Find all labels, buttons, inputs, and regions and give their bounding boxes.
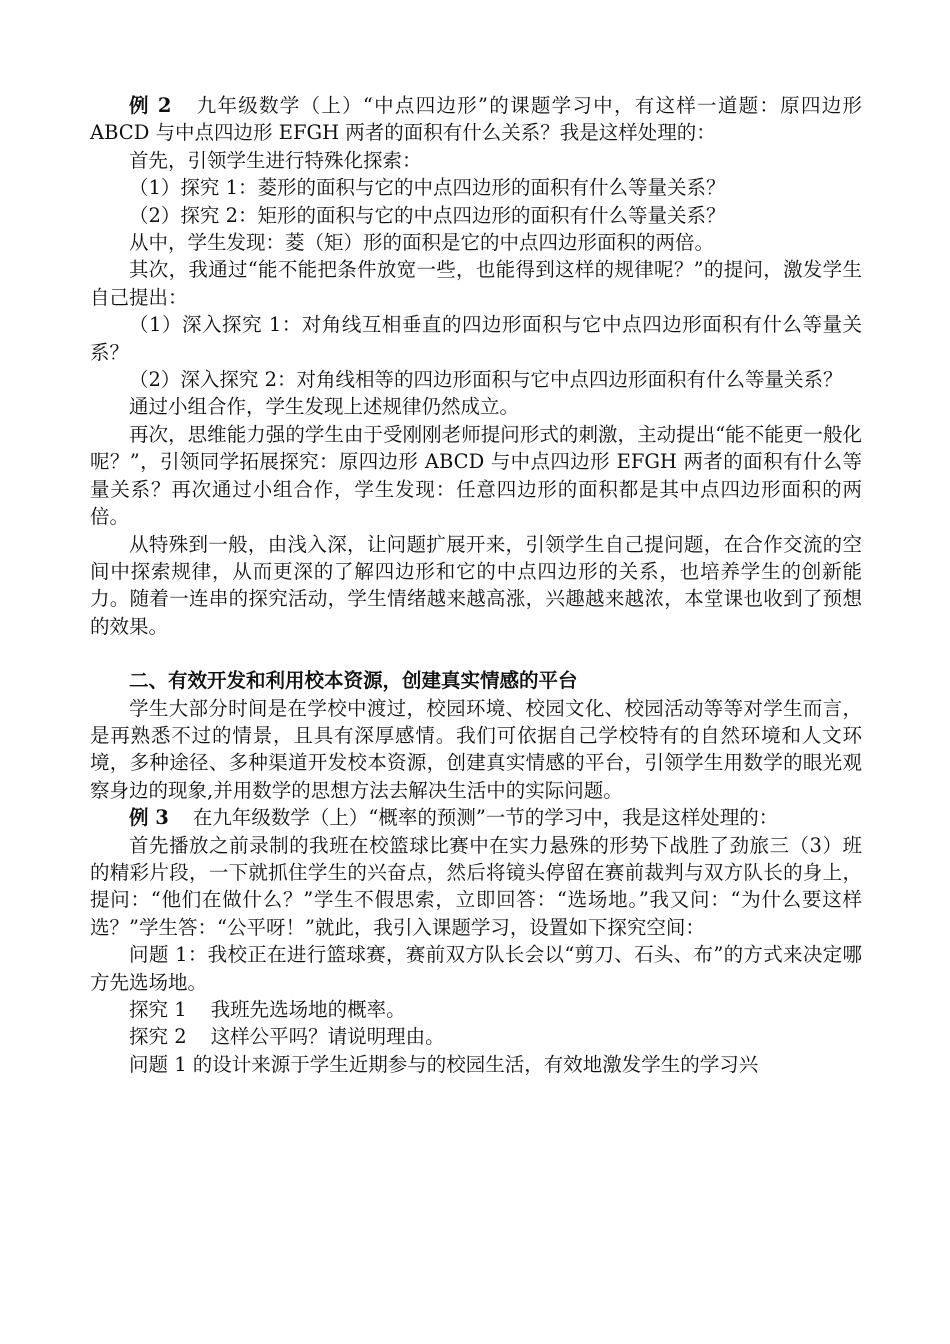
paragraph: 从特殊到一般，由浅入深，让问题扩展开来，引领学生自己提问题，在合作交流的空间中探索规律，从而更深的了解四边形和它的中点四边形的关系，也培养学生的创新能力。随着一连串的探究活动，学生情绪越来越高涨，兴趣越来越浓，本堂课也收到了预想的效果。 [90, 532, 862, 638]
paragraph: 通过小组合作，学生发现上述规律仍然成立。 [129, 395, 520, 419]
explore-1-label: 探究 1 [129, 998, 187, 1021]
paragraph: （2）深入探究 2：对角线相等的四边形面积与它中点四边形面积有什么等量关系？ [129, 368, 843, 392]
explore-2-text: 这样公平吗？请说明理由。 [210, 1025, 445, 1049]
paragraph: （1）探究 1：菱形的面积与它的中点四边形的面积有什么等量关系？ [129, 176, 726, 200]
paragraph: （1）深入探究 1：对角线互相垂直的四边形面积与它中点四边形面积有什么等量关系？ [90, 313, 862, 364]
example-2-text: 九年级数学（上）“中点四边形”的课题学习中，有这样一道题：原四边形 ABCD 与中点四边形 EFGH 两者的面积有什么关系？我是这样处理的： [90, 94, 862, 145]
section-heading: 二、有效开发和利用校本资源，创建真实情感的平台 [129, 669, 578, 693]
paragraph: 再次，思维能力强的学生由于受刚刚老师提问形式的刺激，主动提出“能不能更一般化呢？”，引领同学拓展探究：原四边形 ABCD 与中点四边形 EFGH 两者的面积有什么等量关系？再次通过小组合作，学生发现：任意四边形的面积都是其中点四边形面积的两倍。 [90, 422, 862, 529]
paragraph: 从中，学生发现：菱（矩）形的面积是它的中点四边形面积的两倍。 [129, 231, 715, 255]
paragraph [90, 1023, 862, 1050]
example-2-paragraph [90, 92, 862, 147]
paragraph [90, 996, 862, 1023]
paragraph: 学生大部分时间是在学校中渡过，校园环境、校园文化、校园活动等等对学生而言，是再熟悉不过的情景，且具有深厚感情。我们可依据自己学校特有的自然环境和人文环境，多种途径、多种渠道开发校本资源，创建真实情感的平台，引领学生用数学的眼光观察身边的现象,并用数学的思想方法去解决生活中的实际问题。 [90, 696, 862, 802]
example-2-label: 例 2 [129, 94, 172, 117]
paragraph: 其次，我通过“能不能把条件放宽一些，也能得到这样的规律呢？”的提问，激发学生自己提出： [90, 258, 862, 309]
example-3-label: 例 3 [129, 806, 169, 830]
explore-2-label: 探究 2 [129, 1025, 187, 1049]
paragraph: （2）探究 2：矩形的面积与它的中点四边形的面积有什么等量关系？ [129, 203, 726, 227]
paragraph: 问题 1：我校正在进行篮球赛，赛前双方队长会以“剪刀、石头、布”的方式来决定哪方先选场地。 [90, 943, 862, 994]
paragraph: 首先播放之前录制的我班在校篮球比赛中在实力悬殊的形势下战胜了劲旅三（3）班的精彩片段，一下就抓住学生的兴奋点，然后将镜头停留在赛前裁判与双方队长的身上，提问：“他们在做什么？”学生不假思索，立即回答：“选场地。”我又问：“为什么要这样选？”学生答：“公平呀！”就此，我引入课题学习，设置如下探究空间： [90, 833, 862, 939]
example-3-paragraph [90, 804, 862, 831]
paragraph: 首先，引领学生进行特殊化探索： [129, 148, 422, 172]
paragraph: 问题 1 的设计来源于学生近期参与的校园生活，有效地激发学生的学习兴 [129, 1052, 759, 1076]
example-3-text: 在九年级数学（上）“概率的预测”一节的学习中，我是这样处理的： [192, 806, 779, 830]
explore-1-text: 我班先选场地的概率。 [210, 998, 406, 1021]
